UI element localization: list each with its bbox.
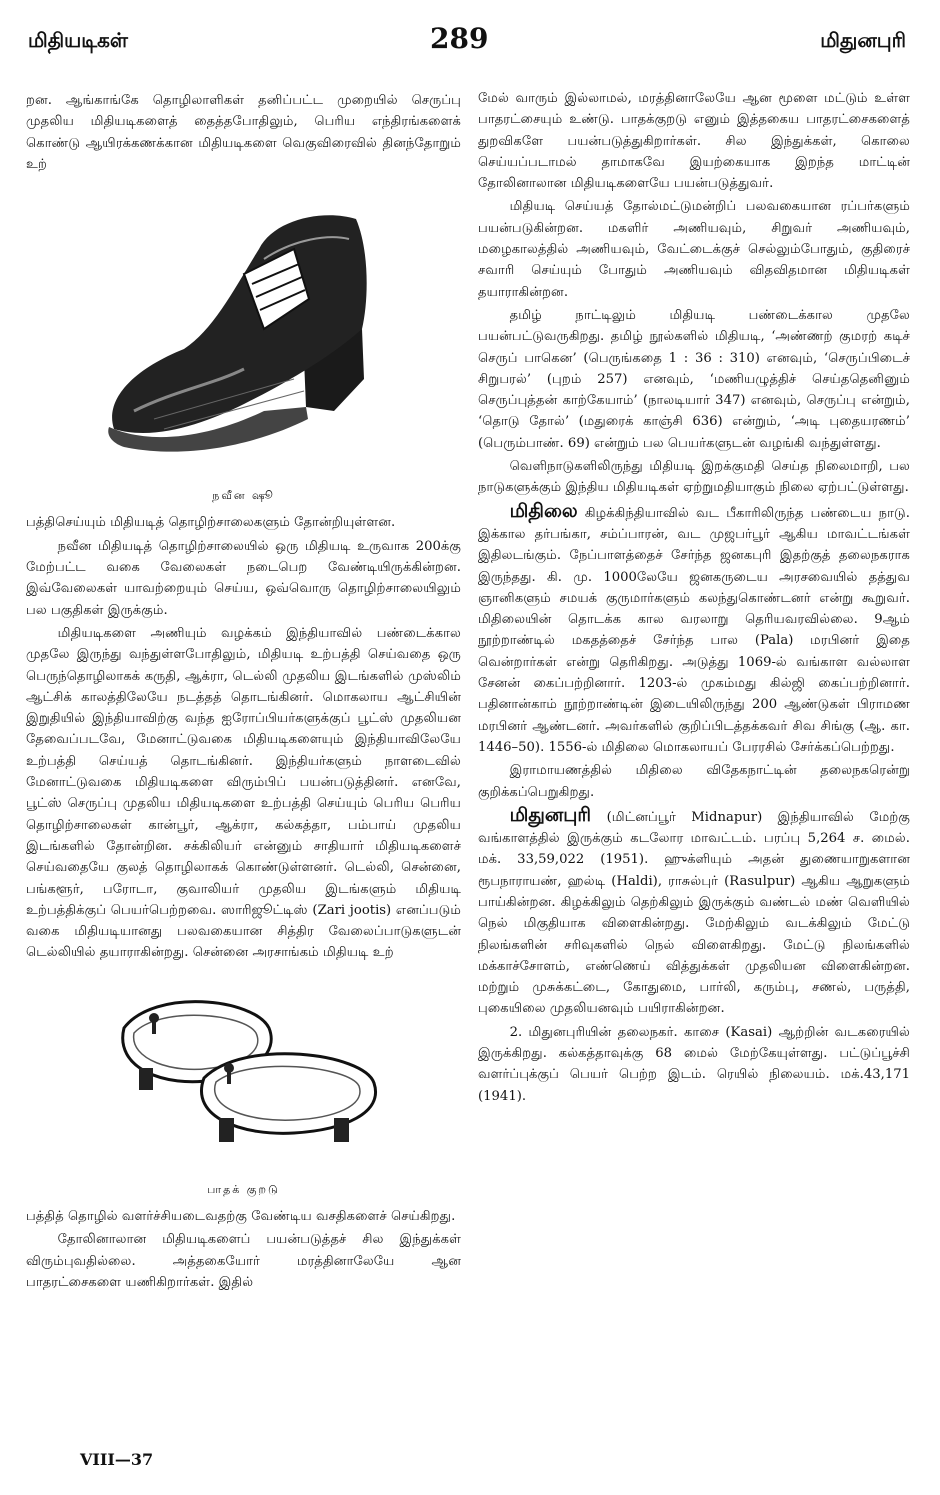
- paragraph: மிதியடிகளை அணியும் வழக்கம் இந்தியாவில் பண்டைக்கால முதலே இருந்து வந்துள்ளபோதிலும், மிதியடி உற்பத்தி செய்வதை ஒரு பெருந்தொழிலாகக் கருதி, ஆக்ரா, டெல்லி முதலிய இடங்களில் முஸ்லிம் ஆட்சிக் காலத்திலேயே நடத்தத் தொடங்கினர். மொகலாய ஆட்சியின் இறுதியில் இந்தியாவிற்கு வந்த ஐரோப்பியர்களுக்குப் பூட்ஸ் முதலியன தேவைப்படவே, மேனாட்டுவகை மிதியடிகளையும் இந்தியாவிலேயே உற்பத்தி செய்யத் தொடங்கினர். இந்தியர்களும் நாளடைவில் மேனாட்டுவகை மிதியடிகளை விரும்பிப் பயன்படுத்தினர். எனவே, பூட்ஸ் செருப்பு முதலிய மிதியடிகளை உற்பத்தி செய்யும் பெரிய பெரிய தொழிற்சாலைகள் கான்பூர், ஆக்ரா, கல்கத்தா, பம்பாய் முதலிய இடங்களில் தோன்றின. சக்கிலியர் என்னும் சாதியார் மிதியடிகளைச் செய்வதையே குலத் தொழிலாகக் கொண்டுள்ளனர். டெல்லி, சென்னை, பங்களூர், பரோடா, குவாலியர் முதலிய இடங்களும் மிதியடி உற்பத்திக்குப் பெயர்பெற்றவை. ஸாரிஜூட்டிஸ் (Zari jootis) எனப்படும் வகை மிதியடியானது பலவகையான சித்திர வேலைப்பாடுகளுடன் டெல்லியில் தயாராகின்றது. சென்னை அரசாங்கம் மிதியடி உற்: [26, 625, 461, 961]
- paragraph: றன. ஆங்காங்கே தொழிலாளிகள் தனிப்பட்ட முறையில் செருப்பு முதலிய மிதியடிகளைத் தைத்தபோதிலும், பெரிய எந்திரங்களைக் கொண்டு ஆயிரக்கணக்கான மிதியடிகளை வெகுவிரைவில் தினந்தோறும் உற்: [26, 93, 461, 172]
- sandals-illustration: [94, 968, 394, 1173]
- signature-mark: VIII—37: [80, 1450, 154, 1469]
- paragraph: தோலினாலான மிதியடிகளைப் பயன்படுத்தச் சில இந்துக்கள் விரும்புவதில்லை. அத்தகையோர் மரத்தினாலேயே ஆன பாதரட்சைகளை யணிகிறார்கள். இதில்: [26, 1232, 461, 1290]
- page-number: 289: [430, 22, 489, 55]
- paragraph: தமிழ் நாட்டிலும் மிதியடி பண்டைக்கால முதலே பயன்பட்டுவருகிறது. தமிழ் நூல்களில் மிதியடி, ‘அண்ணற் குமரற் கடிச் செருப் பாகென’ (பெருங்கதை 1 : 36 : 310) எனவும், ‘செருப்பிடைச் சிறுபரல்’ (புறம் 257) எனவும், ‘மணியழுத்திச் செய்ததெனினும் செருப்புத்தன் காற்கேயாம்’ (நாலடியார் 347) எனவும், செருப்பு என்றும், ‘தொடு தோல்’ (மதுரைக் காஞ்சி 636) என்றும், ‘அடி புதையரணம்’ (பெரும்பாண். 69) என்றும் பல பெயர்களுடன் வழங்கி வந்துள்ளது.: [478, 307, 910, 451]
- paragraph: மிதியடி செய்யத் தோல்மட்டுமன்றிப் பலவகையான ரப்பர்களும் பயன்படுகின்றன. மகளிர் அணியவும், சிறுவர் அணியவும், மழைகாலத்தில் அணியவும், வேட்டைக்குச் செல்லும்போதும், குதிரைச் சவாரி செய்யும் போதும் அணியவும் விதவிதமான மிதியடிகள் தயாராகின்றன.: [478, 199, 910, 300]
- figure-wooden-sandals: [26, 968, 461, 1200]
- paragraph: வெளிநாடுகளிலிருந்து மிதியடி இறக்குமதி செய்த நிலைமாறி, பல நாடுகளுக்கும் இந்திய மிதியடிகள் ஏற்றுமதியாகும் நிலை ஏற்பட்டுள்ளது.: [478, 459, 910, 496]
- right-column: [478, 88, 910, 1109]
- figure-modern-shoe: [26, 179, 461, 506]
- entry-text: கிழக்கிந்தியாவில் வட பீகாரிலிருந்த பண்டைய நாடு. இக்கால தர்பங்கா, சம்ப்பாரன், வட முஜபர்பூர் ஆகிய மாவட்டங்கள் இதிலடங்கும். நேப்பாளத்தைச் சேர்ந்த ஜனகபுரி இதற்குத் தலைநகராக இருந்தது. கி. மு. 1000லேயே ஜனகருடைய அரசவையில் தத்துவ ஞானிகளும் சமயக் குருமார்களும் கலந்துகொண்டனர் என்று கூறுவர். மிதிலையின் தொடக்க கால வரலாறு தெரியவரவில்லை. 9ஆம் நூற்றாண்டில் மகதத்தைச் சேர்ந்த பால (Pala) மரபினர் இதை வென்றார்கள் என்று தெரிகிறது. அடுத்து 1069-ல் வங்காள வல்லாள சேனன் கைப்பற்றினார். 1203-ல் முகம்மது கில்ஜி கைப்பற்றினார். பதினான்காம் நூற்றாண்டின் இடையிலிருந்து 200 ஆண்டுகள் பிராமண மரபினர் ஆண்டனர். அவர்களில் குறிப்பிடத்தக்கவர் சிவ சிங்கு (ஆ. கா. 1446–50). 1556-ல் மிதிலை மொகலாயப் பேரரசில் சேர்க்கப்பெற்றது.: [478, 505, 910, 755]
- running-header-left: மிதியடிகள்: [28, 28, 128, 52]
- encyclopedia-entry-midnapur: [478, 805, 910, 1020]
- entry-headword: மிதுனபுரி: [509, 803, 592, 826]
- shoe-illustration: [94, 179, 394, 479]
- entry-text: (மிட்னப்பூர் Midnapur) இந்தியாவில் மேற்கு வங்காளத்தில் இருக்கும் கடலோர மாவட்டம். பரப்பு 5,264 ச. மைல். மக். 33,59,022 (1951). ஹுக்ளியும் அதன் துணையாறுகளான ரூபநாராயண், ஹல்டி (Haldi), ராசுல்புர் (Rasulpur) ஆகிய ஆறுகளும் பாய்கின்றன. கிழக்கிலும் தெற்கிலும் இருக்கும் வண்டல் மண் வெளியில் நெல் மிகுதியாக விளைகின்றது. மேற்கிலும் வடக்கிலும் மேட்டு நிலங்களின் சரிவுகளில் நெல் விளைகிறது. மேட்டு நிலங்களில் மக்காச்சோளம், எண்ணெய் வித்துக்கள் முதலியன விளைகின்றன. மற்றும் முசுக்கட்டை, கோதுமை, பார்லி, கரும்பு, சணல், பருத்தி, புகையிலை முதலியனவும் பயிராகின்றன.: [478, 809, 910, 1017]
- running-header-right: மிதுனபுரி: [820, 28, 906, 52]
- figure-caption: நவீன ஷூ: [212, 489, 275, 503]
- entry-headword: மிதிலை: [509, 499, 578, 522]
- left-column: [26, 90, 461, 1295]
- paragraph: பத்தித் தொழில் வளர்ச்சியடைவதற்கு வேண்டிய வசதிகளைச் செய்கிறது.: [26, 1209, 456, 1225]
- figure-caption: பாதக் குறடு: [207, 1182, 280, 1196]
- paragraph: பத்திசெய்யும் மிதியடித் தொழிற்சாலைகளும் தோன்றியுள்ளன.: [26, 515, 396, 531]
- encyclopedia-entry-mithila: [478, 501, 910, 759]
- paragraph: மேல் வாரும் இல்லாமல், மரத்தினாலேயே ஆன மூளை மட்டும் உள்ள பாதரட்சையும் உண்டு. பாதக்குறடு எனும் இத்தகைய பாதரட்சைகளைத் துறவிகளே பயன்படுத்துகிறார்கள். சில இந்துக்கள், கொலை செய்யப்படாமல் தாமாகவே இயற்கையாக இறந்த மாட்டின் தோலினாலான மிதியடிகளையே பயன்படுத்துவர்.: [478, 91, 910, 192]
- paragraph: 2. மிதுனபுரியின் தலைநகர். காசை (Kasai) ஆற்றின் வடகரையில் இருக்கிறது. கல்கத்தாவுக்கு 68 மைல் மேற்கேயுள்ளது. பட்டுப்பூச்சி வளர்ப்புக்குப் பெயர் பெற்ற இடம். ரெயில் நிலையம். மக்.43,171 (1941).: [478, 1024, 910, 1104]
- paragraph: நவீன மிதியடித் தொழிற்சாலையில் ஒரு மிதியடி உருவாக 200க்கு மேற்பட்ட வகை வேலைகள் நடைபெற வேண்டியிருக்கின்றன. இவ்வேலைகள் யாவற்றையும் செய்ய, ஒவ்வொரு தொழிற்சாலையிலும் பல பகுதிகள் இருக்கும்.: [26, 538, 461, 618]
- paragraph: இராமாயணத்தில் மிதிலை விதேகநாட்டின் தலைநகரென்று குறிக்கப்பெறுகிறது.: [478, 763, 910, 800]
